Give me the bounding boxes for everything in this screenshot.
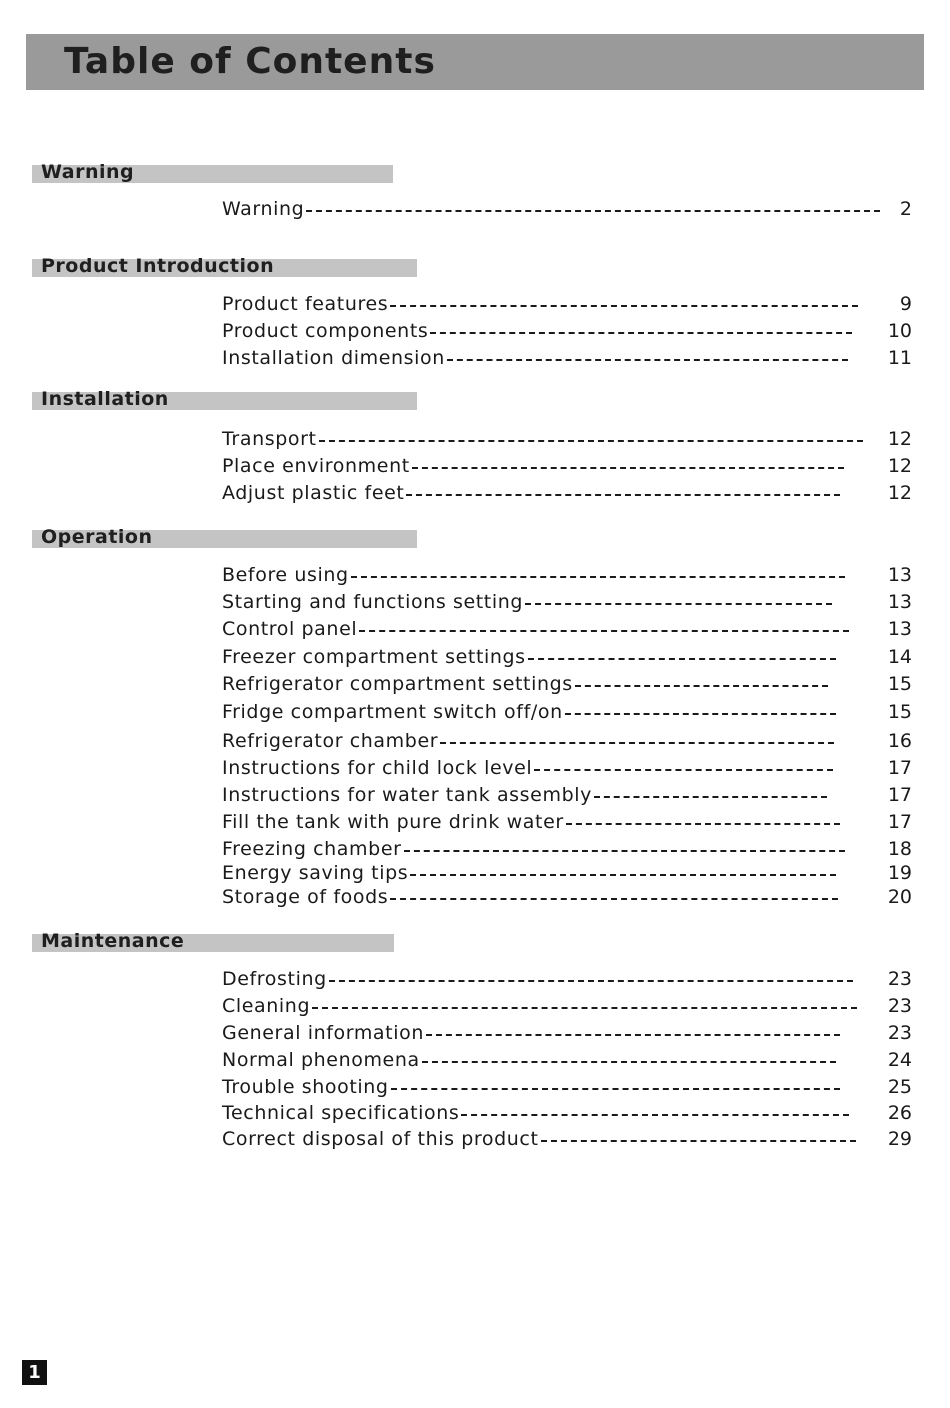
dot-leader (312, 1007, 857, 1009)
toc-entry[interactable] (222, 1074, 850, 1100)
dot-leader (391, 1088, 840, 1090)
dot-leader (426, 1034, 840, 1036)
section-title: Warning (41, 161, 135, 183)
toc-page-number: 14 (887, 646, 912, 668)
toc-entry[interactable] (222, 1047, 846, 1073)
toc-entry-label: Installation dimension (222, 347, 445, 369)
toc-entry[interactable] (222, 699, 846, 725)
page-number-badge: 1 (22, 1360, 47, 1385)
toc-entry-label: Technical specifications (222, 1102, 460, 1124)
toc-page-number: 19 (887, 862, 912, 884)
toc-entry-label: Instructions for child lock level (222, 757, 533, 779)
toc-entry-label: Freezer compartment settings (222, 646, 526, 668)
toc-entry-label: Place environment (222, 455, 410, 477)
toc-entry[interactable] (222, 836, 855, 862)
toc-page-number: 13 (887, 564, 912, 586)
toc-entry[interactable] (222, 318, 862, 344)
section-title: Operation (41, 526, 153, 548)
dot-leader (566, 823, 840, 825)
toc-entry-label: Storage of foods (222, 886, 389, 908)
toc-page-number: 18 (887, 838, 912, 860)
toc-entry-label: Before using (222, 564, 349, 586)
section-header-product-introduction (32, 255, 417, 277)
dot-leader (410, 874, 836, 876)
toc-entry-label: Energy saving tips (222, 862, 409, 884)
dot-leader (575, 685, 828, 687)
toc-entry[interactable] (222, 345, 858, 371)
toc-entry-label: Correct disposal of this product (222, 1128, 539, 1150)
toc-page-number: 13 (887, 618, 912, 640)
toc-entry-label: Freezing chamber (222, 838, 402, 860)
toc-page-number: 15 (887, 701, 912, 723)
section-header-operation (32, 526, 417, 548)
toc-entry[interactable] (222, 589, 842, 615)
dot-leader (565, 713, 836, 715)
dot-leader (404, 850, 845, 852)
toc-entry-label: Fridge compartment switch off/on (222, 701, 563, 723)
toc-page-number: 23 (887, 968, 912, 990)
section-header-installation (32, 388, 417, 410)
toc-entry-label: Product components (222, 320, 429, 342)
dot-leader (422, 1061, 836, 1063)
toc-page-number: 16 (887, 730, 912, 752)
toc-entry[interactable] (222, 644, 846, 670)
toc-entry[interactable] (222, 728, 844, 754)
dot-leader (461, 1114, 849, 1116)
toc-entry[interactable] (222, 1020, 850, 1046)
toc-page-number: 12 (887, 428, 912, 450)
dot-leader (528, 658, 836, 660)
toc-entry-label: Fill the tank with pure drink water (222, 811, 564, 833)
section-title: Maintenance (41, 930, 185, 952)
toc-page-number: 17 (887, 811, 912, 833)
toc-entry-label: Control panel (222, 618, 358, 640)
dot-leader (440, 742, 834, 744)
toc-page-number: 24 (887, 1049, 912, 1071)
dot-leader (412, 467, 844, 469)
dot-leader (447, 359, 848, 361)
dot-leader (541, 1140, 856, 1142)
toc-entry-label: General information (222, 1022, 424, 1044)
dot-leader (594, 796, 827, 798)
toc-page-number: 15 (887, 673, 912, 695)
toc-entry-label: Defrosting (222, 968, 327, 990)
section-title: Installation (41, 388, 169, 410)
dot-leader (390, 898, 838, 900)
toc-entry-label: Trouble shooting (222, 1076, 389, 1098)
toc-entry-label: Transport (222, 428, 317, 450)
toc-entry[interactable] (222, 480, 850, 506)
toc-entry[interactable] (222, 196, 890, 222)
toc-page-number: 13 (887, 591, 912, 613)
title-bar (26, 34, 924, 90)
toc-page-number: 20 (887, 886, 912, 908)
toc-entry-label: Cleaning (222, 995, 311, 1017)
dot-leader (390, 305, 858, 307)
section-header-warning (32, 161, 393, 183)
dot-leader (406, 494, 840, 496)
toc-page-number: 10 (887, 320, 912, 342)
toc-entry[interactable] (222, 291, 868, 317)
toc-entry[interactable] (222, 562, 855, 588)
toc-entry-label: Product features (222, 293, 389, 315)
dot-leader (359, 630, 849, 632)
section-title: Product Introduction (41, 255, 275, 277)
toc-page-number: 25 (887, 1076, 912, 1098)
toc-entry-label: Instructions for water tank assembly (222, 784, 592, 806)
dot-leader (534, 769, 833, 771)
toc-page-number: 12 (887, 482, 912, 504)
toc-entry-label: Starting and functions setting (222, 591, 524, 613)
toc-entry[interactable] (222, 860, 846, 886)
section-header-maintenance (32, 930, 394, 952)
dot-leader (319, 440, 863, 442)
toc-entry[interactable] (222, 453, 854, 479)
dot-leader (329, 980, 853, 982)
toc-page-number: 2 (899, 198, 912, 220)
toc-entry[interactable] (222, 809, 850, 835)
toc-page-number: 23 (887, 995, 912, 1017)
toc-entry[interactable] (222, 1126, 866, 1152)
toc-entry-label: Normal phenomena (222, 1049, 420, 1071)
toc-entry[interactable] (222, 671, 838, 697)
toc-entry[interactable] (222, 966, 863, 992)
dot-leader (351, 576, 845, 578)
dot-leader (525, 603, 832, 605)
toc-page-number: 9 (899, 293, 912, 315)
dot-leader (430, 332, 852, 334)
dot-leader (306, 210, 880, 212)
toc-page-number: 26 (887, 1102, 912, 1124)
toc-page-number: 12 (887, 455, 912, 477)
toc-entry[interactable] (222, 1100, 859, 1126)
toc-page-number: 17 (887, 784, 912, 806)
toc-entry[interactable] (222, 884, 848, 910)
toc-page-number: 17 (887, 757, 912, 779)
toc-page-number: 11 (887, 347, 912, 369)
page-title: Table of Contents (64, 41, 436, 82)
toc-entry[interactable] (222, 755, 843, 781)
toc-entry-label: Warning (222, 198, 305, 220)
toc-page-number: 23 (887, 1022, 912, 1044)
toc-entry[interactable] (222, 993, 867, 1019)
toc-entry-label: Refrigerator chamber (222, 730, 439, 752)
toc-page-number: 29 (887, 1128, 912, 1150)
toc-entry[interactable] (222, 426, 873, 452)
toc-entry-label: Adjust plastic feet (222, 482, 405, 504)
toc-entry[interactable] (222, 782, 837, 808)
toc-entry[interactable] (222, 616, 859, 642)
toc-entry-label: Refrigerator compartment settings (222, 673, 573, 695)
